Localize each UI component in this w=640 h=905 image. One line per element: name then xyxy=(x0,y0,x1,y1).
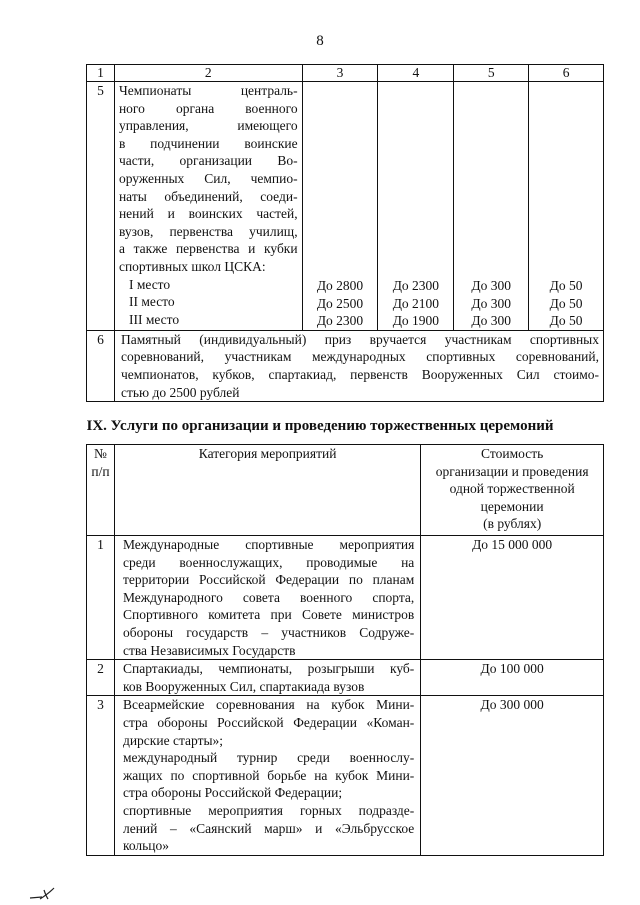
col3-values xyxy=(302,82,378,331)
value: До 300 xyxy=(471,295,512,311)
text-line: международный турнир среди военнослу- xyxy=(122,750,415,766)
text-line: Спартакиады, чемпионаты, розыгрыши куб- xyxy=(122,661,415,677)
row-number: 3 xyxy=(87,696,115,855)
text-line: среди военнослужащих, проводимые на xyxy=(122,554,415,570)
column-number: 3 xyxy=(302,65,378,82)
text-line: чемпионатов, кубков, спартакиад, первенств Вооруженных Сил стоимо- xyxy=(120,366,599,382)
text-line: Спортивного комитета при Совете министров xyxy=(122,607,415,623)
text-line: ков Вооруженных Сил, спартакиада вузов xyxy=(122,678,365,694)
text-line: Международного совета военного спорта, xyxy=(122,589,415,605)
text-line: спортивные мероприятия горных подразде- xyxy=(122,802,415,818)
header-text: организации и проведения xyxy=(435,463,589,479)
header-category: Категория мероприятий xyxy=(114,445,420,536)
value: До 300 xyxy=(471,278,512,293)
awards-table xyxy=(86,64,604,402)
table-header-row xyxy=(87,445,604,536)
row-number: 1 xyxy=(87,536,115,660)
column-number: 4 xyxy=(378,65,454,82)
value: До 50 xyxy=(549,295,583,311)
signature-mark xyxy=(28,886,58,902)
value: До 300 xyxy=(471,313,512,329)
value: До 2800 xyxy=(316,278,364,293)
row-number: 2 xyxy=(87,660,115,696)
row-description xyxy=(114,330,603,401)
text-line: Всеармейские соревнования на кубок Мини- xyxy=(122,697,415,713)
column-number: 6 xyxy=(529,65,604,82)
value: До 2500 xyxy=(316,295,364,311)
value: До 1900 xyxy=(392,313,440,329)
section-title: IX. Услуги по организации и проведению торжественных церемоний xyxy=(86,418,554,434)
header-text: (в рублях) xyxy=(483,516,542,532)
column-number: 2 xyxy=(114,65,302,82)
table-row xyxy=(87,696,604,855)
page-number: 8 xyxy=(316,33,324,49)
text-line: лений – «Саянский марш» и «Эльбрусское xyxy=(122,820,415,836)
row-number: 6 xyxy=(87,330,115,401)
row-category xyxy=(114,536,420,660)
value: До 2100 xyxy=(392,295,440,311)
row-cost: До 15 000 000 xyxy=(421,536,604,660)
text-line: вузов, первенства училищ, xyxy=(118,223,298,239)
text-line: дирские старты»; xyxy=(122,732,224,748)
row-cost: До 100 000 xyxy=(421,660,604,696)
header-text: № xyxy=(94,446,107,461)
row-category xyxy=(114,660,420,696)
text-line: наты объединений, соеди- xyxy=(118,188,298,204)
column-number-row xyxy=(87,65,604,82)
text-line: ного органа военного xyxy=(118,100,298,116)
header-text: п/п xyxy=(91,463,110,479)
column-number: 5 xyxy=(454,65,529,82)
header-number xyxy=(87,445,115,536)
text-line: территории Российской Федерации по планам xyxy=(122,572,415,588)
col6-values xyxy=(529,82,604,331)
text-line: нений и воинских частей, xyxy=(118,206,298,222)
value: До 50 xyxy=(549,278,583,293)
row-description xyxy=(114,82,302,331)
text-line: стра обороны Российской Федерации «Коман- xyxy=(122,714,415,730)
header-text: церемонии xyxy=(480,498,544,514)
value: До 50 xyxy=(549,313,583,329)
text-line: ства Независимых Государств xyxy=(122,642,296,658)
text-line: стра обороны Российской Федерации; xyxy=(122,785,343,801)
table-row xyxy=(87,330,604,401)
ceremony-services-table xyxy=(86,444,604,856)
place-label: I место xyxy=(128,276,171,292)
place-label: II место xyxy=(128,294,175,310)
row-number: 5 xyxy=(87,82,115,331)
value: До 2300 xyxy=(392,278,440,293)
text-line: обороны государств – участников Содруже- xyxy=(122,624,415,640)
column-number: 1 xyxy=(87,65,115,82)
value: До 2300 xyxy=(316,313,364,329)
header-cost xyxy=(421,445,604,536)
text-line: оруженных Сил, чемпио- xyxy=(118,170,298,186)
text-line: спортивных школ ЦСКА: xyxy=(118,258,266,274)
text-line: стью до 2500 рублей xyxy=(120,384,240,400)
col4-values xyxy=(378,82,454,331)
text-line: кольцо» xyxy=(122,838,170,854)
table-row xyxy=(87,82,604,331)
row-cost: До 300 000 xyxy=(421,696,604,855)
text-line: жащих по спортивной борьбе на кубок Мини- xyxy=(122,767,415,783)
place-label: III место xyxy=(128,311,180,327)
text-line: Международные спортивные мероприятия xyxy=(122,537,415,552)
header-text: Стоимость xyxy=(481,446,544,461)
table-row xyxy=(87,660,604,696)
row-category xyxy=(114,696,420,855)
text-line: в подчинении воинские xyxy=(118,135,298,151)
col5-values xyxy=(454,82,529,331)
text-line: части, организации Во- xyxy=(118,153,298,169)
text-line: управления, имеющего xyxy=(118,118,298,134)
text-line: Чемпионаты централь- xyxy=(118,83,298,98)
text-line: Памятный (индивидуальный) приз вручается участникам спортивных xyxy=(120,331,599,347)
text-line: соревнований, участникам международных спортивных соревнований, xyxy=(120,349,599,365)
text-line: а также первенства и кубки xyxy=(118,241,298,257)
header-text: одной торжественной xyxy=(449,481,575,497)
table-row xyxy=(87,536,604,660)
